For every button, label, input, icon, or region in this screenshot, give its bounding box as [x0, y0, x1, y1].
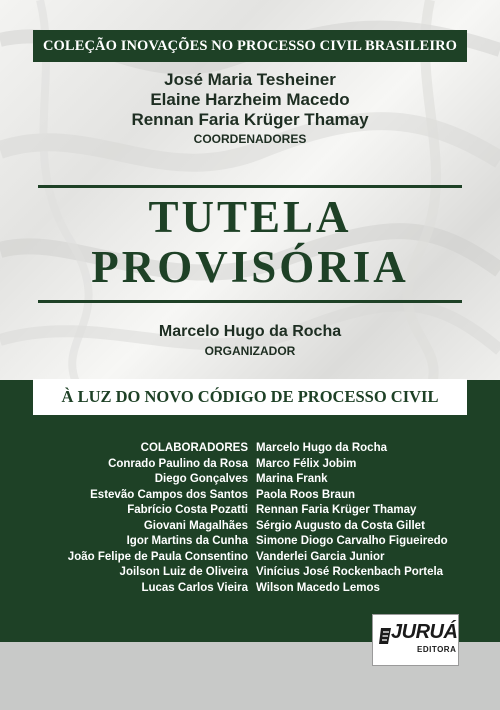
contributor-name: Marina Frank: [256, 473, 328, 485]
contributor-name: Marcelo Hugo da Rocha: [256, 442, 387, 454]
contributor-name: Vinícius José Rockenbach Portela: [256, 566, 444, 578]
publisher-subtitle: EDITORA: [417, 645, 457, 654]
coordinators-block: [0, 70, 500, 148]
contributor-name: Rennan Faria Krüger Thamay: [256, 504, 417, 516]
contributor-name: Vanderlei Garcia Junior: [256, 550, 385, 563]
title-rule-top: [38, 185, 462, 188]
coordinator-name: Elaine Harzheim Macedo: [150, 90, 350, 109]
publisher-name: JURUÁ: [391, 621, 458, 643]
contributor-name: Wilson Macedo Lemos: [256, 581, 380, 594]
publisher-logo: [372, 614, 459, 666]
contributor-name: Giovani Magalhães: [143, 519, 248, 532]
contributor-name: João Felipe de Paula Consentino: [67, 550, 248, 563]
contributor-name: Conrado Paulino da Rosa: [108, 457, 248, 470]
organizer-block: [0, 322, 500, 360]
coordinators-role: COORDENADORES: [193, 132, 307, 146]
contributor-name: Lucas Carlos Vieira: [141, 581, 248, 594]
contributor-name: Diego Gonçalves: [154, 473, 248, 485]
series-banner: COLEÇÃO INOVAÇÕES NO PROCESSO CIVIL BRASILEIRO: [33, 30, 467, 62]
contributor-name: Igor Martins da Cunha: [126, 535, 248, 547]
contributor-name: Sérgio Augusto da Costa Gillet: [256, 519, 425, 532]
contributors-left-column: [68, 441, 248, 596]
book-title: [0, 192, 500, 292]
subtitle-banner: À LUZ DO NOVO CÓDIGO DE PROCESSO CIVIL: [33, 379, 467, 415]
organizer-role: ORGANIZADOR: [204, 344, 296, 358]
title-line-2: PROVISÓRIA: [91, 242, 409, 292]
organizer-name: Marcelo Hugo da Rocha: [158, 323, 342, 340]
contributor-name: Estevão Campos dos Santos: [90, 488, 248, 501]
contributor-name: Marco Félix Jobim: [256, 457, 357, 470]
title-rule-bottom: [38, 300, 462, 303]
contributor-name: Simone Diogo Carvalho Figueiredo: [256, 535, 448, 547]
contributors-heading: COLABORADORES: [140, 442, 248, 454]
title-line-1: TUTELA: [148, 192, 352, 242]
contributors-right-column: [256, 441, 448, 596]
coordinator-name: Rennan Faria Krüger Thamay: [131, 110, 369, 129]
coordinator-name: José Maria Tesheiner: [164, 70, 336, 89]
contributor-name: Fabrício Costa Pozatti: [127, 504, 248, 516]
contributor-name: Joilson Luiz de Oliveira: [119, 566, 248, 578]
contributor-name: Paola Roos Braun: [256, 488, 356, 501]
